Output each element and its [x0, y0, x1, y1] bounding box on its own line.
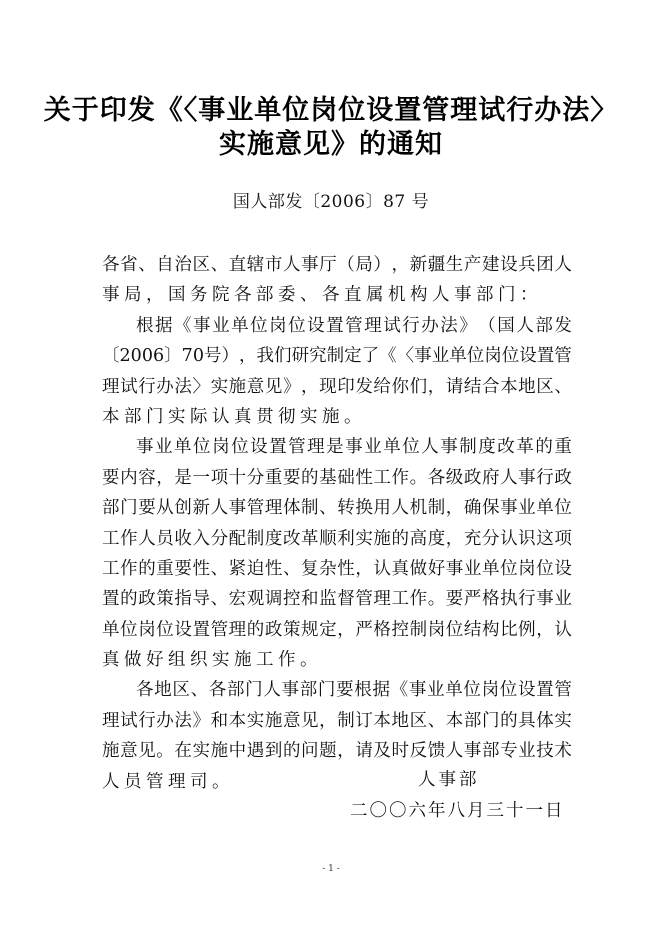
paragraph-line: 工 作 的 重 要 性 、 紧 迫 性 、 复 杂 性 ， 认 真 做 好 事 业 单 位 岗 位 设	[102, 558, 572, 579]
salutation-line: 事局，国务院各部委、各直属机构人事部门：	[102, 285, 542, 306]
document-body	[102, 250, 572, 797]
page-number: - 1 -	[322, 864, 340, 874]
paragraph-line: 事 业 单 位 岗 位 设 置 管 理 是 事 业 单 位 人 事 制 度 改 革 的 重	[136, 437, 572, 458]
paragraph-line: 根 据 《 事 业 单 位 岗 位 设 置 管 理 试 行 办 法 》 （ 国 人 部 发	[136, 315, 572, 336]
paragraph-line: 人员管理司。	[102, 771, 234, 792]
paragraph-line: 单 位 岗 位 设 置 管 理 的 政 策 规 定 ， 严 格 控 制 岗 位 结 构 比 例 ， 认	[102, 619, 572, 640]
paragraph-line: 真做好组织实施工作。	[102, 650, 322, 671]
salutation-line: 各 省 、 自 治 区 、 直 辖 市 人 事 厅 （ 局 ） ， 新 疆 生 产 建 设 兵 团 人	[102, 255, 572, 275]
paragraph-line: 本部门实际认真贯彻实施。	[102, 406, 366, 427]
paragraph-line: 理 试 行 办 法 》 和 本 实 施 意 见 ， 制 订 本 地 区 、 本 部 门 的 具 体 实	[102, 710, 572, 731]
document-number: 国人部发〔2006〕87 号	[232, 192, 430, 212]
paragraph-line: 施 意 见 。 在 实 施 中 遇 到 的 问 题 ， 请 及 时 反 馈 人 事 部 专 业 技 术	[102, 741, 572, 762]
paragraph-line: 各 地 区 、 各 部 门 人 事 部 门 要 根 据 《 事 业 单 位 岗 位 设 置 管	[136, 680, 572, 701]
signature-date: 二〇〇六年八月三十一日	[350, 801, 565, 821]
paragraph-line: 部 门 要 从 创 新 人 事 管 理 体 制 、 转 换 用 人 机 制 ， 确 保 事 业 单 位	[102, 498, 572, 519]
paragraph-line: 要 内 容 ， 是 一 项 十 分 重 要 的 基 础 性 工 作 。 各 级 政 府 人 事 行 政	[102, 467, 572, 488]
paragraph-line: 〔 2 0 0 6 〕 7 0 号 ） ， 我 们 研 究 制 定 了 《 〈 事 业 单 位 岗 位 设 置 管	[102, 346, 572, 367]
paragraph-line: 理 试 行 办 法 〉 实 施 意 见 》 ， 现 印 发 给 你 们 ， 请 结 合 本 地 区 、	[102, 376, 572, 397]
signature-organization: 人事部	[418, 770, 480, 790]
paragraph-line: 置 的 政 策 指 导 、 宏 观 调 控 和 监 督 管 理 工 作 。 要 严 格 执 行 事 业	[102, 589, 572, 610]
document-title-line-2: 实施意见》的通知	[219, 129, 443, 160]
paragraph-line: 工 作 人 员 收 入 分 配 制 度 改 革 顺 利 实 施 的 高 度 ， 充 分 认 识 这 项	[102, 528, 572, 549]
document-title-line-1: 关于印发《〈事业单位岗位设置管理试行办法〉	[43, 95, 619, 126]
